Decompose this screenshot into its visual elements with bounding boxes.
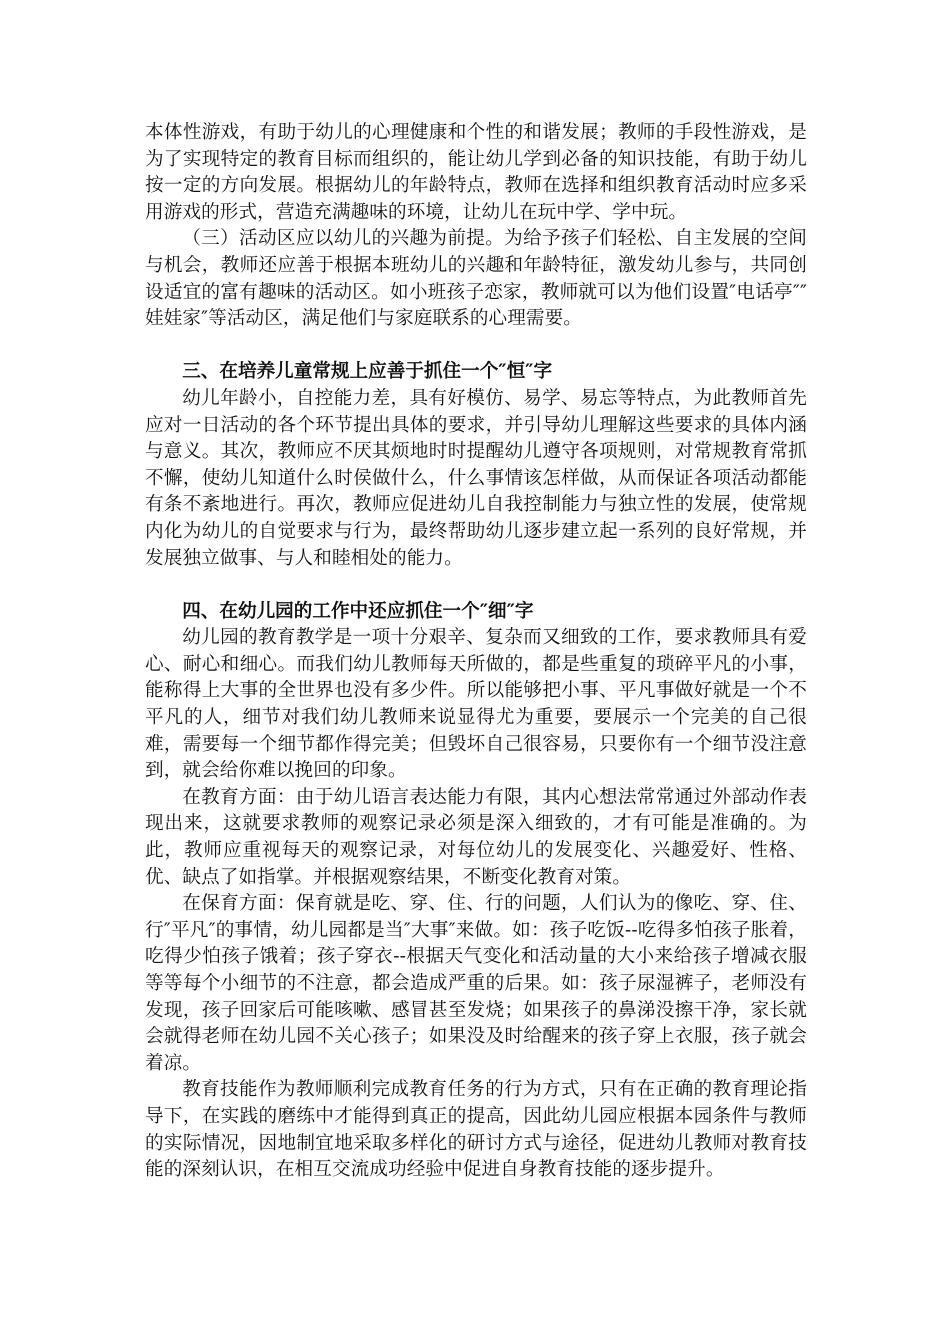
paragraph-activity-areas: （三）活动区应以幼儿的兴趣为前提。为给予孩子们轻松、自主发展的空间与机会，教师还应善于根据本班幼儿的兴趣和年龄特征，激发幼儿参与，共同创设适宜的富有趣味的活动区。如小班孩子恋家，教师就可以为他们设置″电话亭″″娃娃家″等活动区，满足他们与家庭联系的心理需要。	[145, 228, 807, 330]
spacer	[145, 333, 807, 360]
spacer	[145, 572, 807, 599]
section-heading-3: 三、在培养儿童常规上应善于抓住一个″恒″字	[182, 361, 553, 383]
document-page	[145, 120, 807, 1184]
paragraph-education-aspect: 在教育方面：由于幼儿语言表达能力有限，其内心想法常常通过外部动作表现出来，这就要求教师的观察记录必须是深入细致的，才有可能是准确的。为此，教师应重视每天的观察记录，对每位幼儿的发展变化、兴趣爱好、性格、优、缺点了如指掌。并根据观察结果，不断变化教育对策。	[145, 786, 807, 888]
paragraph-attention-detail: 幼儿园的教育教学是一项十分艰辛、复杂而又细致的工作，要求教师具有爱心、耐心和细心。而我们幼儿教师每天所做的，都是些重复的琐碎平凡的小事，能称得上大事的全世界也没有多少件。所以能够把小事、平凡事做好就是一个不平凡的人，细节对我们幼儿教师来说显得尤为重要，要展示一个完美的自己很难，需要每一个细节都作得完美；但毁坏自己很容易，只要你有一个细节没注意到，就会给你难以挽回的印象。	[145, 627, 807, 782]
paragraph-game-types: 本体性游戏，有助于幼儿的心理健康和个性的和谐发展；教师的手段性游戏，是为了实现特定的教育目标而组织的，能让幼儿学到必备的知识技能，有助于幼儿按一定的方向发展。根据幼儿的年龄特点，教师在选择和组织教育活动时应多采用游戏的形式，营造充满趣味的环境，让幼儿在玩中学、学中玩。	[145, 122, 807, 223]
paragraph-teaching-skills: 教育技能作为教师顺利完成教育任务的行为方式，只有在正确的教育理论指导下，在实践的磨练中才能得到真正的提高，因此幼儿园应根据本园条件与教师的实际情况，因地制宜地采取多样化的研讨方式与途径，促进幼儿教师对教育技能的深刻认识，在相互交流成功经验中促进自身教育技能的逐步提升。	[145, 1079, 807, 1181]
paragraph-care-aspect: 在保育方面：保育就是吃、穿、住、行的问题，人们认为的像吃、穿、住、行″平凡″的事情，幼儿园都是当″大事″来做。如：孩子吃饭--吃得多怕孩子胀着，吃得少怕孩子饿着；孩子穿衣--根据天气变化和活动量的大小来给孩子增减衣服等等每个小细节的不注意，都会造成严重的后果。如：孩子尿湿裤子，老师没有发现，孩子回家后可能咳嗽、感冒甚至发烧；如果孩子的鼻涕没擦干净，家长就会就得老师在幼儿园不关心孩子；如果没及时给醒来的孩子穿上衣服，孩子就会着凉。	[145, 893, 807, 1074]
section-heading-4: 四、在幼儿园的工作中还应抓住一个″细″字	[182, 600, 534, 622]
paragraph-routine-training: 幼儿年龄小，自控能力差，具有好模仿、易学、易忘等特点，为此教师首先应对一日活动的各个环节提出具体的要求，并引导幼儿理解这些要求的具体内涵与意义。其次，教师应不厌其烦地时时提醒幼儿遵守各项规则，对常规教育常抓不懈，使幼儿知道什么时侯做什么，什么事情该怎样做，从而保证各项活动都能有条不紊地进行。再次，教师应促进幼儿自我控制能力与独立性的发展，使常规内化为幼儿的自觉要求与行为，最终帮助幼儿逐步建立起一系列的良好常规，并发展独立做事、与人和睦相处的能力。	[145, 387, 807, 569]
